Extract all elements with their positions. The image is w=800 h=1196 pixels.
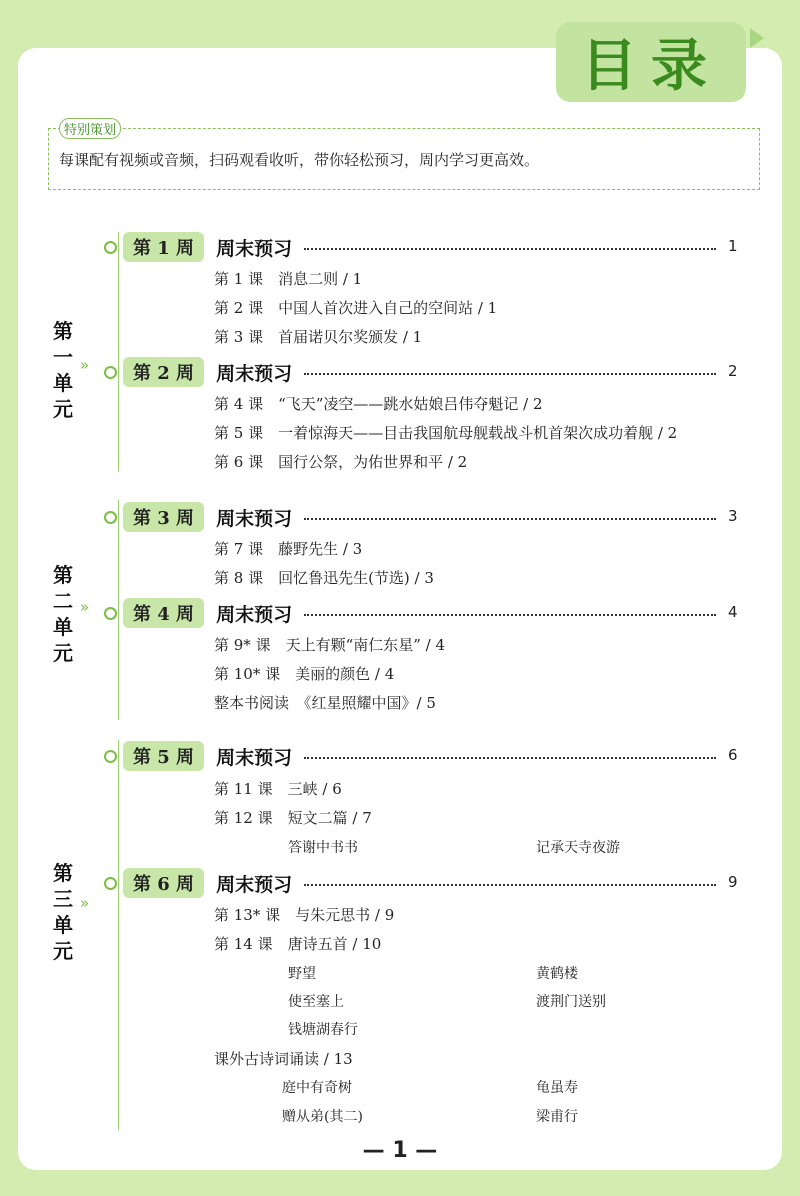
sub-item[interactable]: 黄鹤楼 (536, 966, 578, 982)
lesson-item[interactable]: 第 13* 课 与朱元思书 / 9 (214, 906, 395, 924)
bullet-icon (104, 241, 117, 254)
sub-item[interactable]: 答谢中书书 (288, 840, 358, 856)
sub-item[interactable]: 庭中有奇树 (282, 1080, 352, 1096)
leader-dots (304, 884, 716, 886)
week-badge: 第 5 周 (123, 741, 204, 771)
sub-item[interactable]: 使至塞上 (288, 994, 344, 1010)
title-tab (556, 22, 746, 102)
week-badge: 第 2 周 (123, 357, 204, 387)
week-row-5[interactable] (104, 741, 738, 771)
lesson-item[interactable]: 第 1 课 消息二则 / 1 (214, 270, 363, 288)
week-page: 6 (728, 746, 738, 764)
leader-dots (304, 757, 716, 759)
week-row-2[interactable] (104, 357, 738, 387)
week-badge: 第 6 周 (123, 868, 204, 898)
sub-item[interactable]: 记承天寺夜游 (536, 840, 620, 856)
week-page: 9 (728, 873, 738, 891)
leader-dots (304, 614, 716, 616)
lesson-item[interactable]: 第 3 课 首届诺贝尔奖颁发 / 1 (214, 328, 423, 346)
week-title: 周末预习 (216, 507, 293, 530)
week-title: 周末预习 (216, 603, 293, 626)
unit-3-line (118, 740, 119, 1130)
bullet-icon (104, 877, 117, 890)
page-number: — 1 — (362, 1138, 438, 1163)
special-tag: 特别策划 (59, 118, 121, 139)
week-badge: 第 1 周 (123, 232, 204, 262)
special-text: 每课配有视频或音频，扫码观看收听，带你轻松预习，周内学习更高效。 (59, 151, 540, 169)
unit-1-line (118, 232, 119, 472)
bullet-icon (104, 750, 117, 763)
lesson-item[interactable]: 整本书阅读 《红星照耀中国》/ 5 (214, 694, 436, 712)
week-page: 3 (728, 507, 738, 525)
week-page: 2 (728, 362, 738, 380)
bullet-icon (104, 511, 117, 524)
lesson-item[interactable]: 课外古诗词诵读 / 13 (214, 1050, 353, 1068)
week-row-3[interactable] (104, 502, 738, 532)
week-row-1[interactable] (104, 232, 738, 262)
leader-dots (304, 248, 716, 250)
page-title: 目录 (581, 34, 721, 99)
lesson-item[interactable]: 第 12 课 短文二篇 / 7 (214, 809, 372, 827)
lesson-item[interactable]: 第 10* 课 美丽的颜色 / 4 (214, 665, 395, 683)
week-row-4[interactable] (104, 598, 738, 628)
lesson-item[interactable]: 第 7 课 藤野先生 / 3 (214, 540, 363, 558)
sub-item[interactable]: 渡荆门送别 (536, 994, 606, 1010)
unit-2-label: 第二单元 (53, 563, 73, 665)
lesson-item[interactable]: 第 4 课 “飞天”凌空——跳水姑娘吕伟夺魁记 / 2 (214, 395, 543, 413)
lesson-item[interactable]: 第 8 课 回忆鲁迅先生(节选) / 3 (214, 569, 434, 587)
sub-item[interactable]: 钱塘湖春行 (288, 1022, 358, 1038)
tab-fold (750, 28, 764, 48)
sub-item[interactable]: 赠从弟(其二) (282, 1109, 363, 1125)
sub-item[interactable]: 野望 (288, 966, 316, 982)
week-title: 周末预习 (216, 746, 293, 769)
bullet-icon (104, 607, 117, 620)
week-title: 周末预习 (216, 362, 293, 385)
chevron-right-icon: » (80, 894, 90, 912)
lesson-item[interactable]: 第 14 课 唐诗五首 / 10 (214, 935, 382, 953)
chevron-right-icon: » (80, 598, 90, 616)
week-row-6[interactable] (104, 868, 738, 898)
week-badge: 第 3 周 (123, 502, 204, 532)
bullet-icon (104, 366, 117, 379)
unit-1-label: 第一单元 (53, 319, 73, 421)
week-title: 周末预习 (216, 237, 293, 260)
lesson-item[interactable]: 第 5 课 一着惊海天——目击我国航母舰载战斗机首架次成功着舰 / 2 (214, 424, 678, 442)
unit-3-label: 第三单元 (53, 861, 73, 963)
week-title: 周末预习 (216, 873, 293, 896)
sub-item[interactable]: 龟虽寿 (536, 1080, 578, 1096)
leader-dots (304, 373, 716, 375)
lesson-item[interactable]: 第 6 课 国行公祭，为佑世界和平 / 2 (214, 453, 468, 471)
week-page: 4 (728, 603, 738, 621)
chevron-right-icon: » (80, 356, 90, 374)
week-page: 1 (728, 237, 738, 255)
sub-item[interactable]: 梁甫行 (536, 1109, 578, 1125)
lesson-item[interactable]: 第 11 课 三峡 / 6 (214, 780, 342, 798)
lesson-item[interactable]: 第 2 课 中国人首次进入自己的空间站 / 1 (214, 299, 498, 317)
special-box (48, 123, 760, 190)
lesson-item[interactable]: 第 9* 课 天上有颗“南仁东星” / 4 (214, 636, 446, 654)
leader-dots (304, 518, 716, 520)
week-badge: 第 4 周 (123, 598, 204, 628)
